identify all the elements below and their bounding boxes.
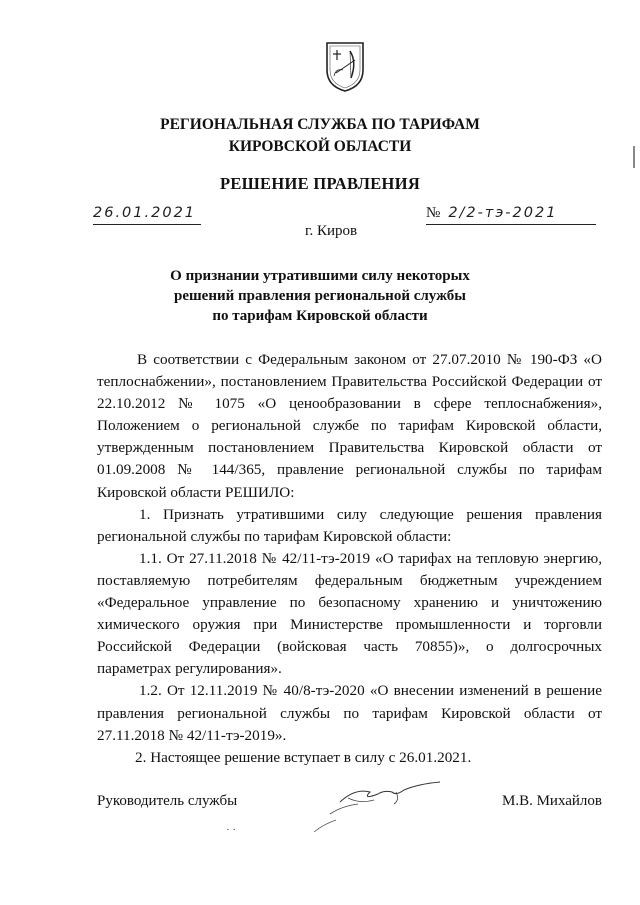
decision-date-field xyxy=(93,204,201,225)
decision-number: 2/2-тэ-2021 xyxy=(448,205,558,221)
number-sign: № xyxy=(426,205,441,221)
organization-name-line1: РЕГИОНАЛЬНАЯ СЛУЖБА ПО ТАРИФАМ xyxy=(160,116,480,133)
subject-line2: решений правления региональной службы xyxy=(174,288,466,304)
decision-date: 26.01.2021 xyxy=(93,205,197,221)
decision-subject xyxy=(0,266,640,326)
city: г. Киров xyxy=(305,223,358,239)
scan-edge-mark xyxy=(633,146,635,168)
document-title: РЕШЕНИЕ ПРАВЛЕНИЯ xyxy=(219,174,421,193)
item-1-1-paragraph: 1.1. От 27.11.2018 № 42/11-тэ-2019 «О тарифах на тепловую энергию, поставляемую потребителям федеральным бюджетным учреждением «Федеральное управление по безопасному хранению и уничтожению химического оружия при Министерстве промышленности и торговли Российской Федерации (войсковая часть 70855)», о долгосрочных параметрах регулирования». xyxy=(97,549,602,678)
item-1-paragraph: 1. Признать утратившими силу следующие решения правления региональной службы по тарифам Кировской области: xyxy=(97,505,602,545)
subject-line3: по тарифам Кировской области xyxy=(212,308,428,324)
signatory-position: Руководитель службы xyxy=(97,793,238,809)
preamble-paragraph: В соответствии с Федеральным законом от 27.07.2010 № 190-ФЗ «О теплоснабжении», постановлением Правительства Российской Федерации от 22.10.2012 № 1075 «О ценообразовании в сфере теплоснабжения», Положением о региональной службе по тарифам Кировской области, утвержденным постановлением Правительства Кировской области от 01.09.2008 № 144/365, правление региональной службы по тарифам Кировской области РЕШИЛО: xyxy=(97,351,602,501)
decision-body xyxy=(97,349,602,769)
scan-artifact: · · xyxy=(226,824,237,836)
organization-name-line2: КИРОВСКОЙ ОБЛАСТИ xyxy=(228,138,412,155)
subject-line1: О признании утратившими силу некоторых xyxy=(170,268,470,284)
handwritten-signature xyxy=(300,770,450,840)
decision-number-field xyxy=(426,204,596,225)
item-2-paragraph: 2. Настоящее решение вступает в силу с 26.01.2021. xyxy=(135,748,472,766)
signatory-name: М.В. Михайлов xyxy=(501,793,602,809)
item-1-2-paragraph: 1.2. От 12.11.2019 № 40/8-тэ-2020 «О внесении изменений в решение правления региональной службы по тарифам Кировской области от 27.11.2018 № 42/11-тэ-2019». xyxy=(97,682,602,744)
coat-of-arms-icon xyxy=(323,40,367,94)
